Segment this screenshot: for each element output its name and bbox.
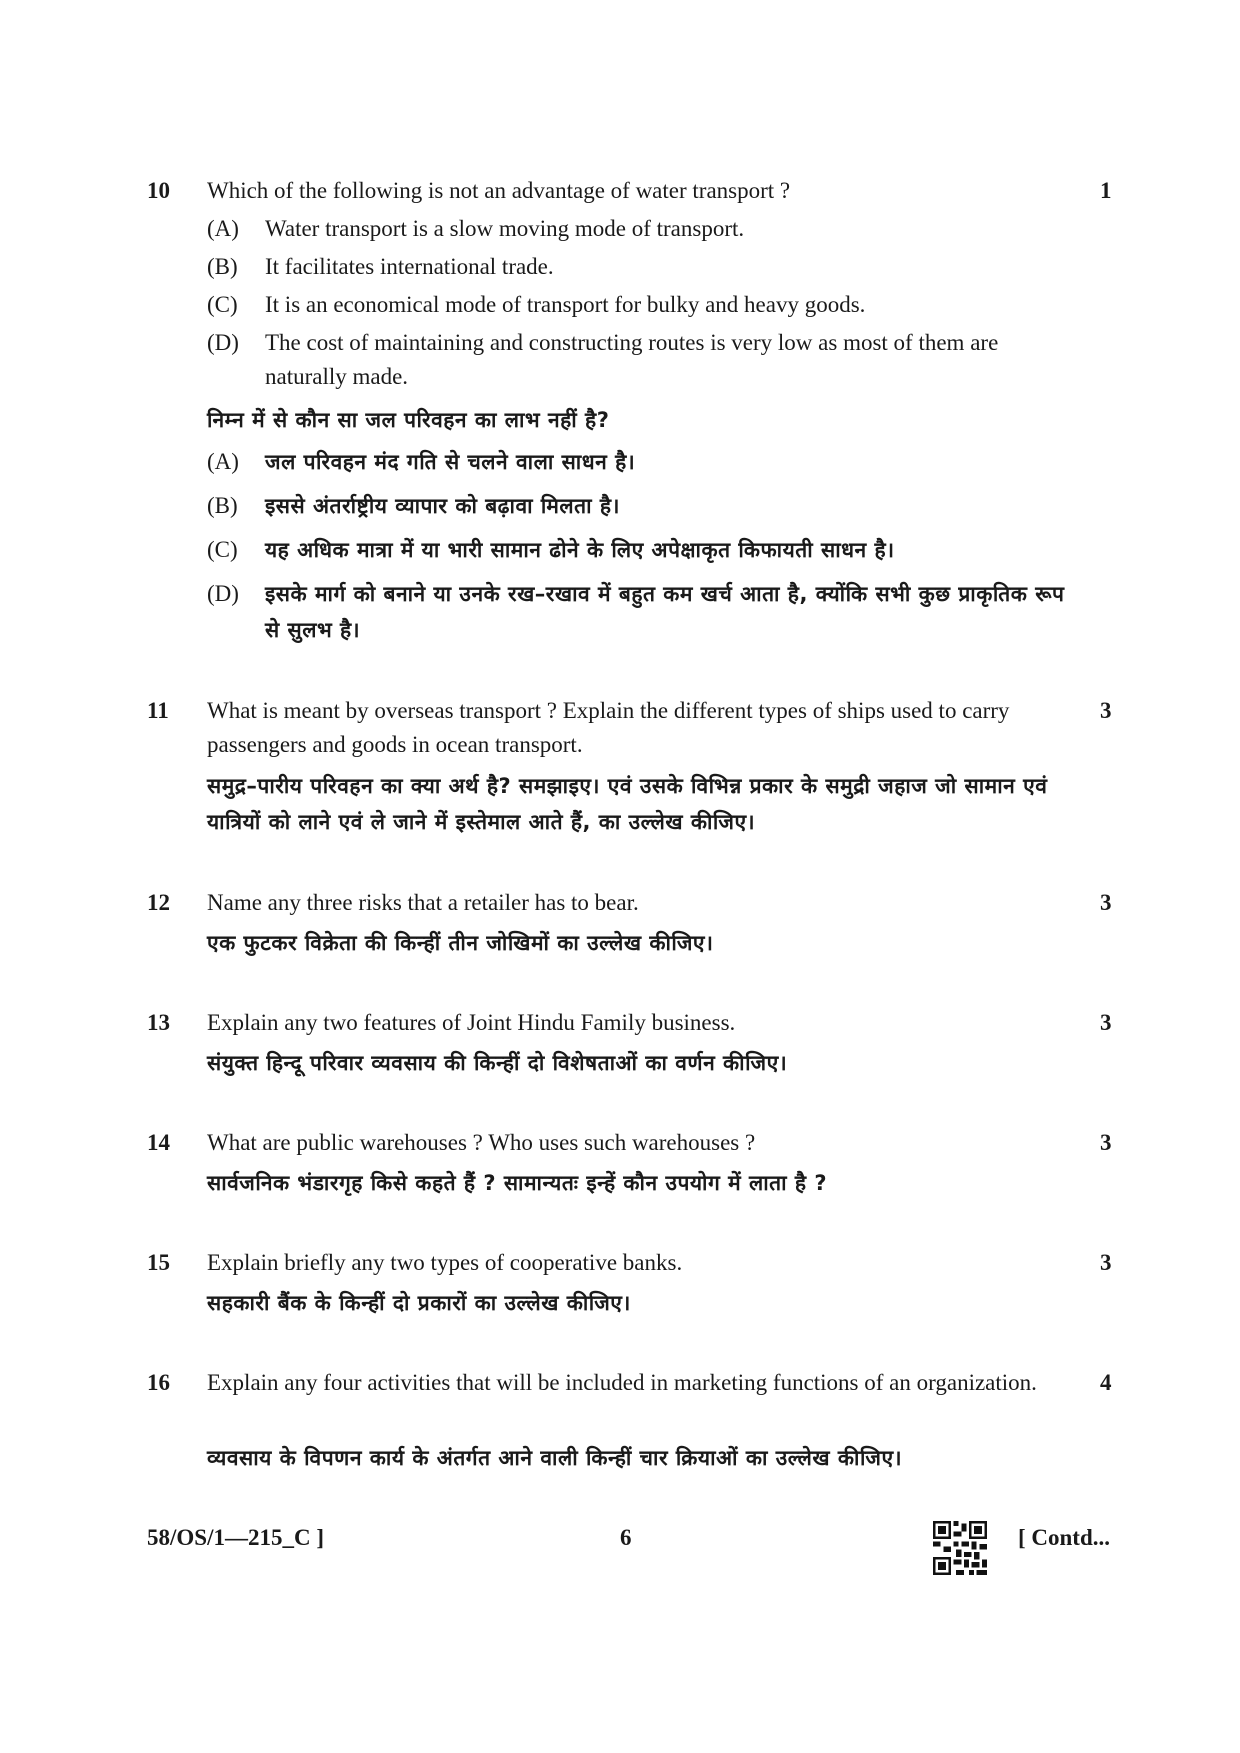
option-a-hi	[207, 444, 1087, 480]
option-label: (C)	[207, 537, 238, 562]
question-text-en: What are public warehouses ? Who uses such warehouses ?	[207, 1130, 756, 1155]
option-text: It facilitates international trade.	[265, 254, 554, 279]
question-marks: 4	[1100, 1370, 1112, 1395]
option-b-hi	[207, 488, 1087, 524]
option-text: जल परिवहन मंद गति से चलने वाला साधन है।	[265, 450, 636, 474]
paper-code: 58/OS/1—215_C ]	[147, 1525, 324, 1550]
question-text-en: Which of the following is not an advantage of water transport ?	[207, 178, 791, 203]
option-label: (D)	[207, 330, 239, 355]
option-text: इसके मार्ग को बनाने या उनके रख–रखाव में बहुत कम खर्च आता है, क्योंकि सभी कुछ प्राकृतिक रूप से सुलभ है।	[265, 582, 1065, 642]
question-text-hi: सार्वजनिक भंडारगृह किसे कहते हैं ? सामान्यतः इन्हें कौन उपयोग में लाता है ?	[207, 1171, 828, 1195]
question-marks: 3	[1100, 1010, 1112, 1035]
question-text-hi: निम्न में से कौन सा जल परिवहन का लाभ नहीं है?	[207, 408, 610, 432]
question-number: 15	[147, 1250, 170, 1275]
option-text: The cost of maintaining and constructing routes is very low as most of them are naturally made.	[265, 330, 999, 389]
continued-label: [ Contd...	[1018, 1525, 1111, 1550]
option-label: (C)	[207, 292, 238, 317]
question-marks: 3	[1100, 1130, 1112, 1155]
question-number: 10	[147, 178, 170, 203]
question-number: 12	[147, 890, 170, 915]
question-text-hi: व्यवसाय के विपणन कार्य के अंतर्गत आने वाली किन्हीं चार क्रियाओं का उल्लेख कीजिए।	[207, 1446, 903, 1470]
question-text-hi: संयुक्त हिन्दू परिवार व्यवसाय की किन्हीं दो विशेषताओं का वर्णन कीजिए।	[207, 1051, 788, 1075]
option-text: It is an economical mode of transport for bulky and heavy goods.	[265, 292, 866, 317]
question-marks: 1	[1100, 178, 1112, 203]
page-number: 6	[620, 1525, 632, 1550]
option-a-en	[207, 212, 1087, 246]
question-text-hi: एक फुटकर विक्रेता की किन्हीं तीन जोखिमों का उल्लेख कीजिए।	[207, 931, 714, 955]
question-marks: 3	[1100, 890, 1112, 915]
question-number: 14	[147, 1130, 170, 1155]
option-c-en	[207, 288, 1087, 322]
question-text-en: Explain any four activities that will be included in marketing functions of an organization.	[207, 1370, 1037, 1395]
qr-code-icon	[933, 1521, 987, 1575]
option-text: यह अधिक मात्रा में या भारी सामान ढोने के लिए अपेक्षाकृत किफायती साधन है।	[265, 538, 895, 562]
option-label: (D)	[207, 581, 239, 606]
question-text-en: Explain briefly any two types of cooperative banks.	[207, 1250, 683, 1275]
option-d-hi	[207, 576, 1087, 648]
option-label: (B)	[207, 254, 238, 279]
question-number: 13	[147, 1010, 170, 1035]
question-text-en: Explain any two features of Joint Hindu Family business.	[207, 1010, 736, 1035]
question-marks: 3	[1100, 1250, 1112, 1275]
option-label: (B)	[207, 493, 238, 518]
option-d-en	[207, 326, 1087, 394]
option-c-hi	[207, 532, 1087, 568]
option-b-en	[207, 250, 1087, 284]
option-label: (A)	[207, 216, 239, 241]
question-text-hi: समुद्र–पारीय परिवहन का क्या अर्थ है? समझाइए। एवं उसके विभिन्न प्रकार के समुद्री जहाज जो सामान एवं यात्रियों को लाने एवं ले जाने में इस्तेमाल आते हैं, का उल्लेख कीजिए।	[207, 774, 1048, 834]
question-text-en: What is meant by overseas transport ? Explain the different types of ships used to carry passengers and goods in ocean transport.	[207, 698, 1010, 757]
question-text-en: Name any three risks that a retailer has to bear.	[207, 890, 639, 915]
question-number: 16	[147, 1370, 170, 1395]
question-number: 11	[147, 698, 169, 723]
question-marks: 3	[1100, 698, 1112, 723]
option-text: इससे अंतर्राष्ट्रीय व्यापार को बढ़ावा मिलता है।	[265, 494, 620, 518]
option-text: Water transport is a slow moving mode of transport.	[265, 216, 745, 241]
option-label: (A)	[207, 449, 239, 474]
question-text-hi: सहकारी बैंक के किन्हीं दो प्रकारों का उल्लेख कीजिए।	[207, 1291, 631, 1315]
